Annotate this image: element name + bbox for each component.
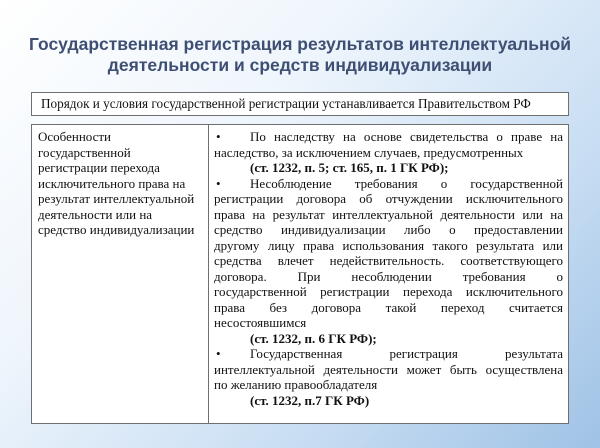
law-reference: (ст. 1232, п. 5; ст. 165, п. 1 ГК РФ); — [250, 160, 449, 175]
bullet-text-line: Государственная регистрация результата — [250, 346, 563, 361]
left-cell-line: деятельности или на — [38, 206, 153, 222]
bullet-icon: • — [216, 129, 221, 144]
bullet-text-line: другому лицу права использования такого результата или — [214, 237, 563, 253]
left-cell-line: результат интеллектуальной — [38, 191, 195, 206]
left-cell-line: государственной — [38, 144, 131, 160]
right-cell — [209, 125, 568, 423]
left-cell-line: регистрации перехода — [38, 160, 160, 175]
bullet-text-line: По наследству на основе свидетельства о праве на — [250, 129, 563, 144]
left-cell-line: исключительного права на — [38, 175, 186, 191]
bullet-item-noncompliance — [214, 176, 563, 347]
bullet-text-line: средства влечет недействительность. соответствующего — [214, 253, 563, 268]
bullet-icon: • — [216, 346, 221, 361]
title-line-1: Государственная регистрация результатов интеллектуальной — [28, 34, 572, 54]
slide-title — [20, 34, 580, 76]
title-line-2: деятельности и средств индивидуализации — [107, 55, 493, 75]
left-cell-line: Особенности — [38, 129, 112, 144]
bullet-text-line: несостоявшимся — [214, 315, 307, 330]
left-cell — [32, 125, 209, 423]
bullet-text-line: наследство, за исключением случаев, предусмотренных — [214, 144, 524, 160]
bullet-text-line: средство индивидуализации либо о предоставлении — [214, 222, 563, 237]
bullet-text-line: по желанию правообладателя — [214, 377, 378, 392]
bullet-item-voluntary-registration — [214, 346, 563, 408]
bullet-text-line: права на результат интеллектуальной деятельности или на — [214, 206, 563, 222]
law-reference: (ст. 1232, п. 6 ГК РФ); — [250, 330, 377, 346]
bullet-text-line: Несоблюдение требования о государственной — [250, 175, 563, 191]
banner-row: Порядок и условия государственной регистрации устанавливается Правительством РФ — [31, 92, 569, 116]
bullet-text-line: права без договора такой переход считается — [214, 299, 563, 315]
bullet-text-line: интеллектуальной деятельности может быть осуществлена — [214, 361, 563, 377]
bullet-icon: • — [216, 175, 221, 191]
left-cell-line: средство индивидуализации — [38, 222, 195, 237]
bullet-text-line: государственной регистрации перехода исключительного — [214, 284, 563, 299]
bullet-item-inheritance — [214, 129, 563, 176]
law-reference: (ст. 1232, п.7 ГК РФ) — [250, 392, 370, 408]
bullet-text-line: договора. При несоблюдении требования о — [214, 268, 563, 284]
content-table — [31, 124, 569, 424]
bullet-text-line: регистрации договора об отчуждении исключительного — [214, 191, 563, 206]
